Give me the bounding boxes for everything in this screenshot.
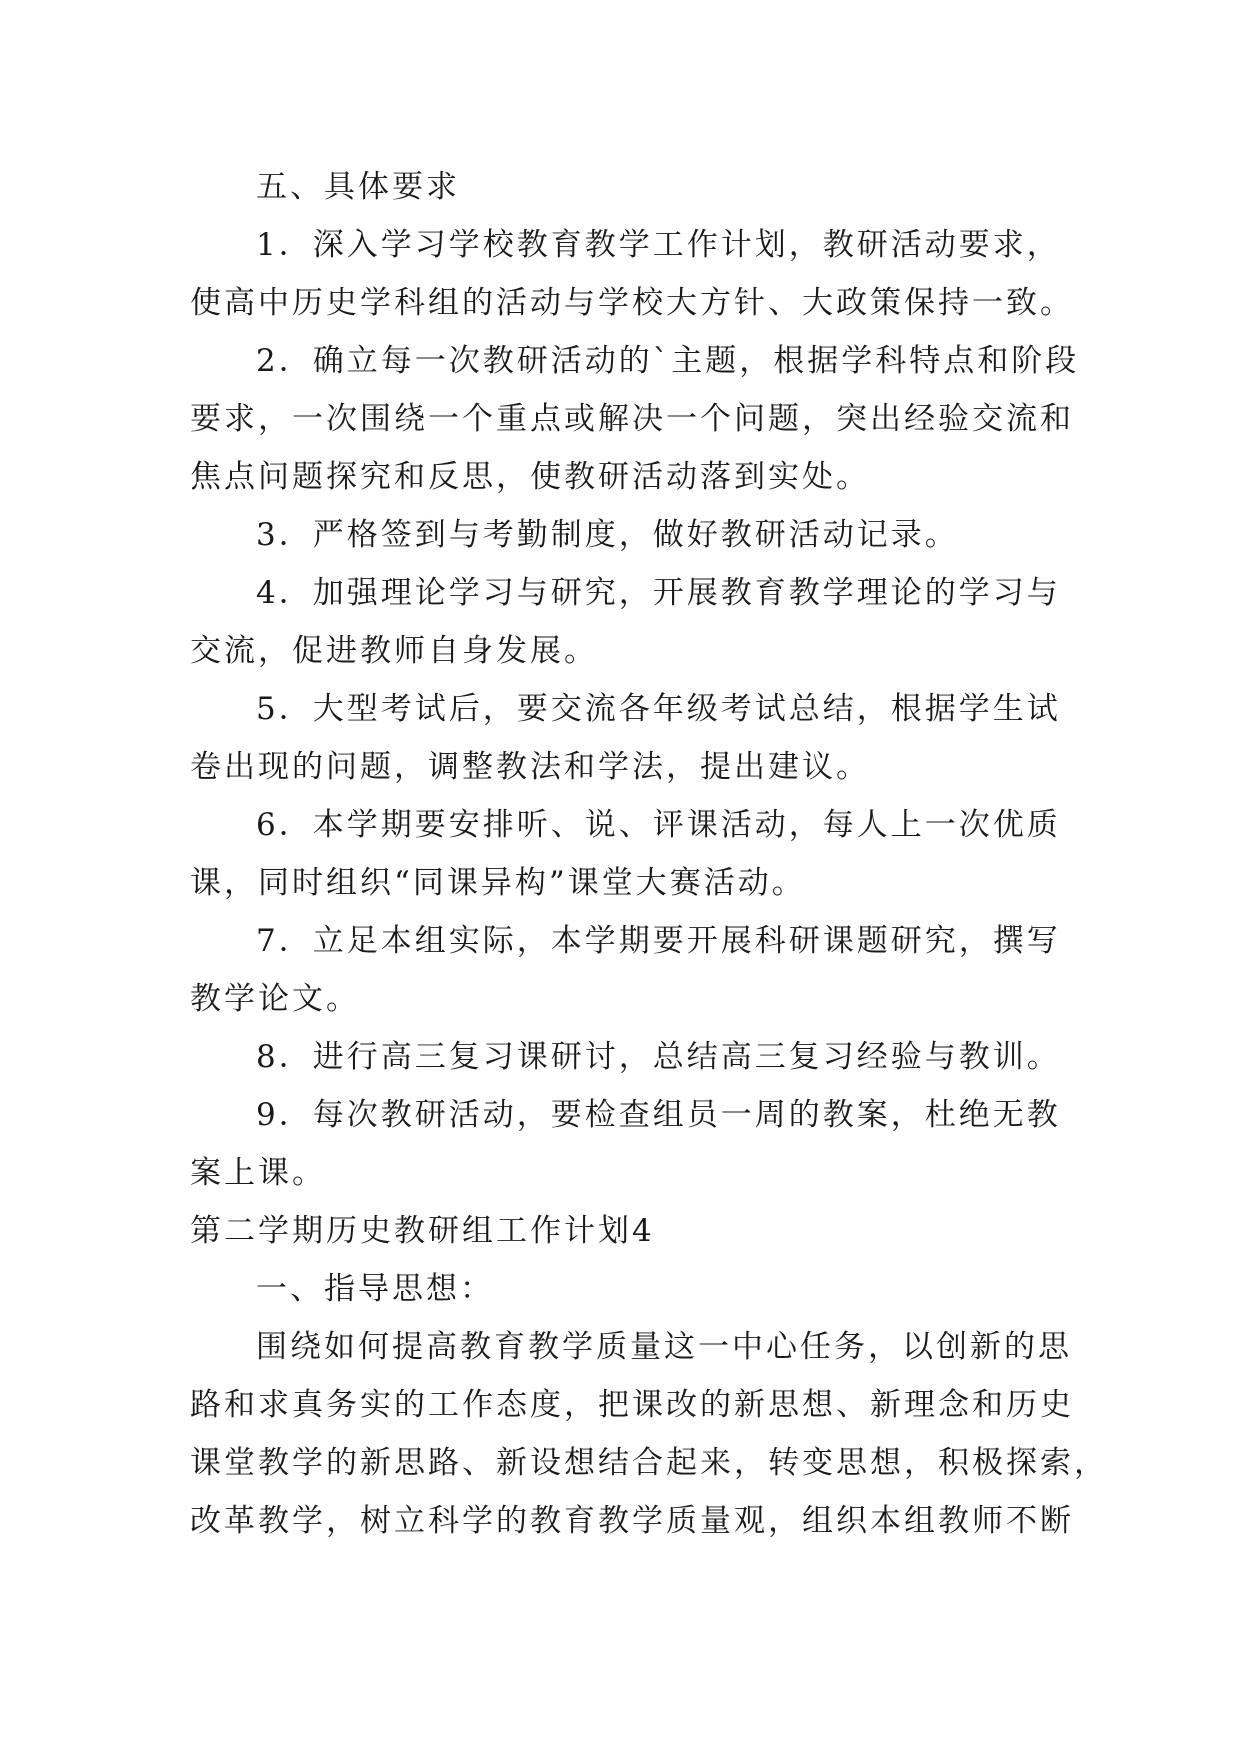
- paragraph-line: 9．每次教研活动，要检查组员一周的教案，杜绝无教: [256, 1097, 1061, 1133]
- document-title: 第二学期历史教研组工作计划4: [190, 1213, 655, 1249]
- paragraph-line: 要求，一次围绕一个重点或解决一个问题，突出经验交流和: [190, 401, 1074, 437]
- paragraph-line: 课，同时组织“同课异构”课堂大赛活动。: [190, 865, 806, 901]
- document-body: [190, 158, 1108, 1550]
- paragraph-line: 围绕如何提高教育教学质量这一中心任务，以创新的思: [256, 1329, 1072, 1365]
- paragraph-line: 使高中历史学科组的活动与学校大方针、大政策保持一致。: [190, 285, 1074, 321]
- paragraph-line: 2．确立每一次教研活动的`主题，根据学科特点和阶段: [256, 343, 1080, 379]
- paragraph-line: 课堂教学的新思路、新设想结合起来，转变思想，积极探索，: [190, 1445, 1108, 1481]
- paragraph-line: 教学论文。: [190, 981, 360, 1017]
- paragraph-line: 7．立足本组实际，本学期要开展科研课题研究，撰写: [256, 923, 1061, 959]
- section-heading: 五、具体要求: [256, 169, 460, 205]
- paragraph-line: 交流，促进教师自身发展。: [190, 633, 598, 669]
- paragraph-line: 卷出现的问题，调整教法和学法，提出建议。: [190, 749, 870, 785]
- paragraph-line: 4．加强理论学习与研究，开展教育教学理论的学习与: [256, 575, 1061, 611]
- paragraph-line: 8．进行高三复习课研讨，总结高三复习经验与教训。: [256, 1039, 1061, 1075]
- paragraph-line: 改革教学，树立科学的教育教学质量观，组织本组教师不断: [190, 1503, 1074, 1539]
- paragraph-line: 3．严格签到与考勤制度，做好教研活动记录。: [256, 517, 959, 553]
- paragraph-line: 路和求真务实的工作态度，把课改的新思想、新理念和历史: [190, 1387, 1074, 1423]
- paragraph-line: 案上课。: [190, 1155, 326, 1191]
- paragraph-line: 焦点问题探究和反思，使教研活动落到实处。: [190, 459, 870, 495]
- paragraph-line: 6．本学期要安排听、说、评课活动，每人上一次优质: [256, 807, 1061, 843]
- paragraph-line: 5．大型考试后，要交流各年级考试总结，根据学生试: [256, 691, 1061, 727]
- paragraph-line: 1．深入学习学校教育教学工作计划，教研活动要求，: [256, 227, 1061, 263]
- section-heading: 一、指导思想：: [256, 1271, 494, 1307]
